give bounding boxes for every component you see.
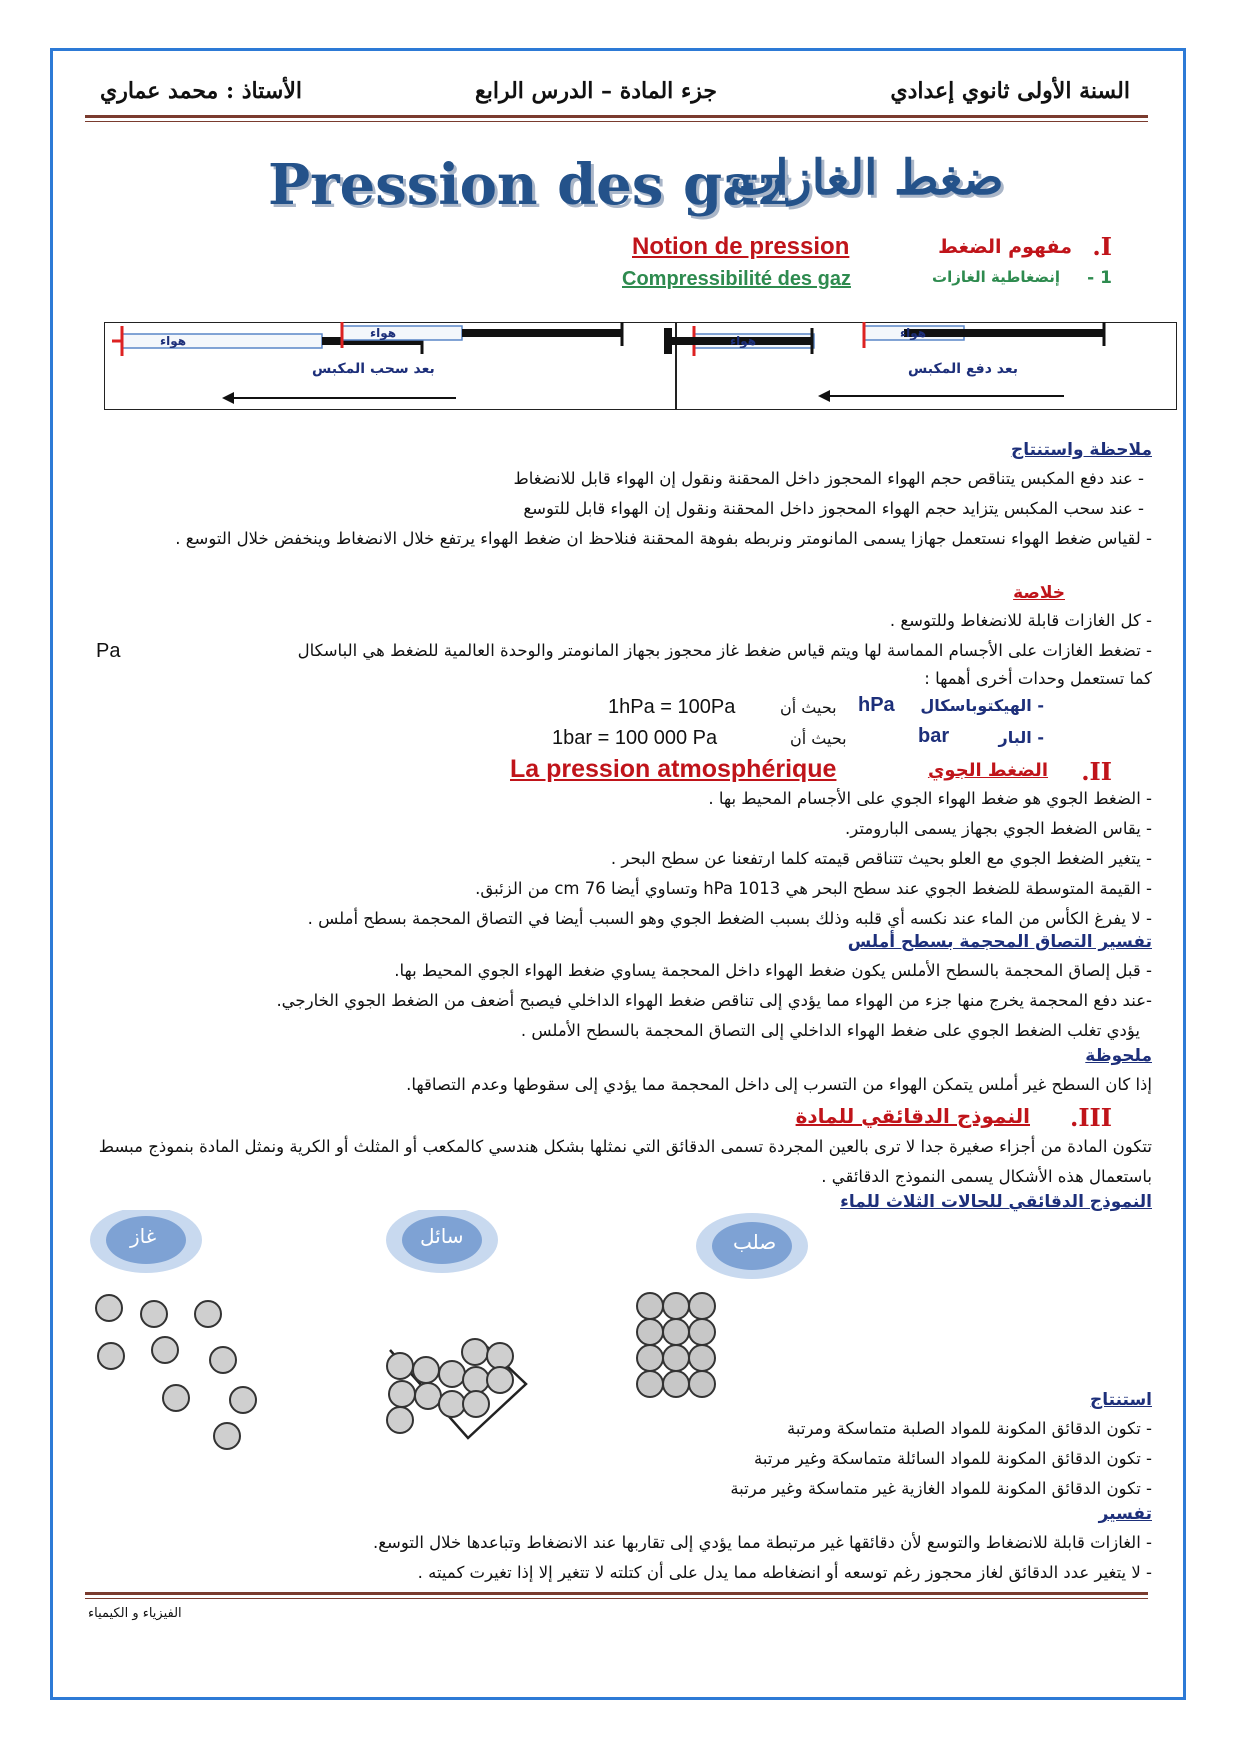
caption-after-pull: بعد سحب المكبس	[312, 361, 435, 377]
state-gas-label: غاز	[130, 1224, 157, 1248]
explanation-line-1: - الغازات قابلة للانضغاط والتوسع لأن دقائقها غير مرتبطة مما يؤدي إلى تقاربها عند الانضغاط وتباعدها خلال التوسع.	[372, 1533, 1152, 1552]
section3-num: III.	[1069, 1103, 1112, 1132]
subsection1-fr: Compressibilité des gaz	[622, 268, 851, 290]
section2-num: II.	[1081, 757, 1112, 786]
interp-line-2: -عند دفع المحجمة يخرج منها جزء من الهواء مما يؤدي إلى تناقص ضغط الهواء الداخلي فيصبح أضعف من الضغط الجوي الخارجي.	[276, 991, 1152, 1010]
header-level: السنة الأولى ثانوي إعدادي	[890, 78, 1130, 104]
section2-line-2: - يقاس الضغط الجوي بجهاز يسمى البارومتر.	[845, 819, 1152, 838]
solid-particles	[637, 1293, 715, 1397]
air-label-1: هواء	[160, 334, 187, 348]
conclusion-line-2: - تكون الدقائق المكونة للمواد السائلة متماسكة وغير مرتبة	[754, 1449, 1152, 1468]
obs-line-2: - عند سحب المكبس يتزايد حجم الهواء المحجوز داخل المحقنة ونقول إن الهواء قابل للتوسع	[523, 499, 1144, 518]
interp-line-3: يؤدي تغلب الضغط الجوي على ضغط الهواء الداخلي إلى التصاق المحجمة بالسطح الأملس .	[520, 1021, 1140, 1040]
section2-ar: الضغط الجوي	[927, 760, 1048, 781]
conclusion-label: استنتاج	[1090, 1390, 1152, 1410]
note-text: إذا كان السطح غير أملس يتمكن الهواء من التسرب إلى داخل المحجمة مما يؤدي إلى سقوطها وعدم التصاقها.	[406, 1075, 1152, 1094]
air-label-4: هواء	[900, 326, 927, 340]
summary-label: خلاصة	[1013, 583, 1065, 603]
section2-line-4: - القيمة المتوسطة للضغط الجوي عند سطح البحر هي 1013 hPa وتساوي أيضا 76 cm من الزئبق.	[475, 879, 1152, 898]
footer-rule-thin	[85, 1598, 1148, 1599]
caption-after-push: بعد دفع المكبس	[908, 361, 1018, 377]
section2-line-5: - لا يفرغ الكأس من الماء عند نكسه أي قلبه وذلك بسبب الضغط الجوي وهو السبب أيضا في التصاق المحجمة بسطح أملس .	[307, 909, 1152, 928]
air-label-2: هواء	[370, 326, 397, 340]
footer-rule	[85, 1592, 1148, 1595]
section1-fr: Notion de pression	[632, 233, 850, 260]
state-solid-label: صلب	[733, 1230, 777, 1254]
conclusion-line-1: - تكون الدقائق المكونة للمواد الصلبة متماسكة ومرتبة	[787, 1419, 1152, 1438]
title-ar: ضغط الغازات	[730, 150, 1004, 206]
section1-num: I.	[1092, 232, 1112, 261]
interp-label: تفسير التصاق المحجمة بسطح أملس	[847, 932, 1152, 952]
subsection1-num: 1 -	[1087, 268, 1112, 288]
gas-particles	[96, 1295, 256, 1449]
unit-hpa-symbol: hPa	[858, 694, 895, 716]
unit-bar-where: بحيث أن	[790, 729, 847, 748]
header-teacher: الأستاذ : محمد عماري	[100, 78, 302, 104]
summary-line-1: - كل الغازات قابلة للانضغاط وللتوسع .	[889, 611, 1152, 630]
unit-bar-eq: 1bar = 100 000 Pa	[552, 727, 718, 749]
unit-hpa-where: بحيث أن	[780, 698, 837, 717]
summary-line-3: كما تستعمل وحدات أخرى أهمها :	[924, 669, 1152, 688]
interp-line-1: - قبل إلصاق المحجمة بالسطح الأملس يكون ضغط الهواء داخل المحجمة يساوي ضغط الهواء الجوي المحيط بها.	[394, 961, 1152, 980]
title-fr: Pression des gaz	[268, 152, 791, 218]
note-label: ملحوظة	[1085, 1046, 1152, 1066]
section2-line-3: - يتغير الضغط الجوي مع العلو بحيث تتناقص قيمته كلما ارتفعنا عن سطح البحر .	[610, 849, 1152, 868]
unit-bar-name: - البار	[998, 728, 1044, 747]
air-label-3: هواء	[730, 334, 757, 348]
unit-pa: Pa	[96, 640, 121, 662]
header-lesson: جزء المادة – الدرس الرابع	[475, 78, 718, 104]
conclusion-line-3: - تكون الدقائق المكونة للمواد الغازية غير متماسكة وغير مرتبة	[730, 1479, 1152, 1498]
section2-line-1: - الضغط الجوي هو ضغط الهواء الجوي على الأجسام المحيط بها .	[708, 789, 1152, 808]
section3-text: تتكون المادة من أجزاء صغيرة جدا لا ترى بالعين المجردة تسمى الدقائق التي نمثلها بشكل هندسي كالمكعب أو المثلث أو الكرية ونمثل المادة بنموذج مبسط باستعمال هذه الأشكال يسمى النموذج الدقائقي .	[98, 1137, 1152, 1186]
explanation-label: تفسير	[1098, 1504, 1152, 1524]
explanation-line-2: - لا يتغير عدد الدقائق لغاز محجوز رغم توسعه أو انضغاطه مما يدل على أن كتلته لا تتغير إلا إذا تغيرت كميته .	[417, 1563, 1152, 1582]
section3-ar: النموذج الدقائقي للمادة	[795, 1104, 1030, 1128]
subsection1-ar: إنضغاطية الغازات	[932, 268, 1060, 286]
obs-line-1: - عند دفع المكبس يتناقص حجم الهواء المحجوز داخل المحقنة ونقول إن الهواء قابل للانضغاط	[513, 469, 1144, 488]
summary-line-2: - تضغط الغازات على الأجسام المماسة لها ويتم قياس ضغط غاز محجوز بجهاز المانومتر والوحدة العالمية للضغط هي الباسكال	[297, 641, 1152, 660]
obs-label: ملاحظة واستنتاج	[1010, 440, 1152, 460]
section1-ar: مفهوم الضغط	[938, 236, 1072, 258]
footer-subject: الفيزياء و الكيمياء	[88, 1606, 182, 1621]
unit-hpa-name: - الهيكتوباسكال	[920, 696, 1044, 715]
header-rule-thin	[85, 121, 1148, 122]
model-label: النموذج الدقائقي للحالات الثلاث للماء	[840, 1192, 1152, 1212]
unit-hpa-eq: 1hPa = 100Pa	[608, 696, 736, 718]
header-rule	[85, 115, 1148, 118]
section2-fr: La pression atmosphérique	[510, 755, 837, 783]
obs-line-3: - لقياس ضغط الهواء نستعمل جهازا يسمى المانومتر ونربطه بفوهة المحقنة فنلاحظ ان ضغط الهواء يرتفع خلال الانضغاط وينخفض خلال التوسع .	[175, 529, 1152, 548]
state-liquid-label: سائل	[420, 1224, 464, 1248]
liquid-model	[387, 1339, 526, 1438]
unit-bar-symbol: bar	[918, 725, 950, 747]
